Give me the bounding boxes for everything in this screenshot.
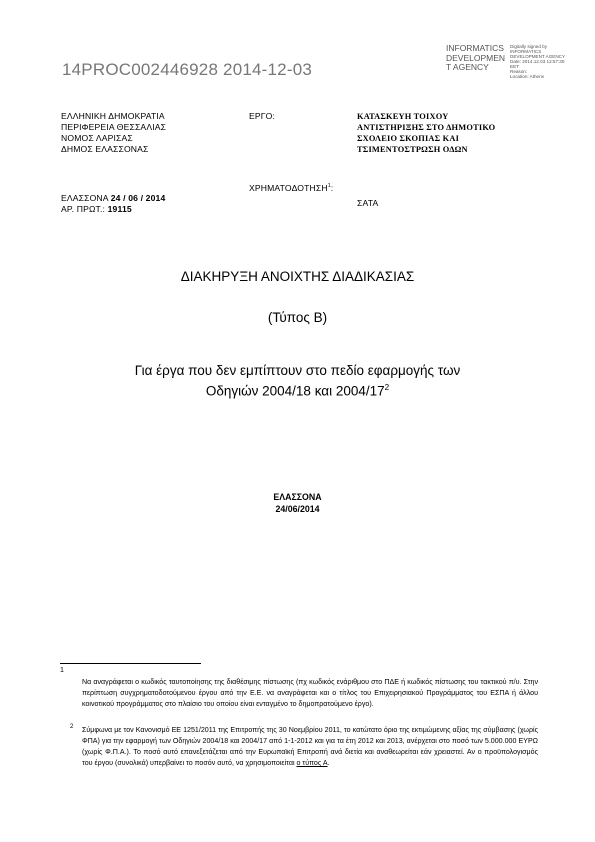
footnote-ref-2[interactable]: 2 [384,383,390,392]
project-title-line: ΣΧΟΛΕΙΟ ΣΚΟΠΙΑΣ ΚΑΙ [357,134,460,143]
authority-block [61,111,166,155]
main-title: ΔΙΑΚΗΡΥΞΗ ΑΝΟΙΧΤΗΣ ΔΙΑΔΙΚΑΣΙΑΣ [180,269,415,284]
footnote-1-text: Να αναγράφεται ο κωδικός ταυτοποίησης της διαθέσιμης πίστωσης (πχ κωδικός ενάριθμου στο ΠΔΕ ή κωδικός πίστωσης του τακτικού π/υ. Στην περίπτωση συγχρηματοδοτούμενου έργου από την Ε.Ε. να αναγράφεται και ο τίτλος του Επιχειρησιακού Προγράμματος του ΕΣΠΑ ή άλλου κοινοτικού προγράμματος στο πλαίσιο του οποίου είναι ενταγμένο το δημοπρατούμενο έργο). [82,678,538,708]
signature-meta-line: Reason: [510,69,528,74]
authority-line: ΠΕΡΙΦΕΡΕΙΑ ΘΕΣΣΑΛΙΑΣ [61,122,167,132]
signature-org-line: DEVELOPMEN [446,52,506,63]
footnote-ref-1[interactable]: 1 [327,183,331,189]
authority-line: ΔΗΜΟΣ ΕΛΑΣΣΟΝΑΣ [61,144,149,154]
funding-value: ΣΑΤΑ [357,198,379,208]
signature-organization [446,44,508,73]
funding-label-text: ΧΡΗΜΑΤΟΔΟΤΗΣΗ [249,182,328,193]
protocol-line [61,204,132,215]
signature-meta-line: Digitally signed by [510,44,548,49]
project-title [357,111,495,155]
subtitle-text: Οδηγιών 2004/18 και 2004/17 [205,383,385,399]
authority-line: ΕΛΛΗΝΙΚΗ ΔΗΜΟΚΡΑΤΙΑ [61,111,165,121]
signature-meta-line: INFORMATICS [510,49,542,54]
signature-meta-line: Date: 2014.12.03 12:57:30 [510,59,565,64]
footnote-divider [60,663,201,664]
signature-metadata [510,44,580,79]
protocol-label: ΑΡ. ΠΡΩΤ.: [61,204,108,214]
type-title: (Τύπος Β) [267,310,328,325]
place-city: ΕΛΑΣΣΟΝΑ [273,492,322,502]
subtitle [0,362,595,400]
footnote-1-mark: 1 [60,666,64,674]
project-title-line: ΤΣΙΜΕΝΤΟΣΤΡΩΣΗ ΟΔΩΝ [357,145,468,154]
footnote-2-text [82,725,538,769]
protocol-value: 19115 [107,204,132,214]
document-id: 14PROC002446928 2014-12-03 [62,60,312,79]
funding-label [249,181,333,194]
signature-org-line: T AGENCY [446,62,489,72]
place-date [0,491,595,515]
signature-meta-line: EET [510,64,519,69]
subtitle-line: Για έργα που δεν εμπίπτουν στο πεδίο εφαρμογής των [134,363,461,378]
signature-org-line: INFORMATICS [446,43,504,53]
place-date-value: 24/06/2014 [275,504,320,514]
signature-meta-line: DEVELOPMENT AGENCY [510,54,566,59]
footnote-2-body: Σύμφωνα με τον Κανονισμό ΕΕ 1251/2011 της Επιτροπής της 30 Νοεμβρίου 2011, το κατώτατο όριο της εκτιμώμενης αξίας της σύμβασης (χωρίς ΦΠΑ) για την εφαρμογή των Οδηγιών 2004/18 και 2004/17 από 1-1-2012 και για τα έτη 2012 και 2013, ανέρχεται στο ποσό των 5.000.000 ΕΥΡΩ (χωρίς Φ.Π.Α.). Το ποσό αυτό επανεξετάζεται από την Ευρωπαϊκή Επιτροπή ανά διετία και αναθεωρείται εάν χρειαστεί. Αν ο προϋπολογισμός του έργου (συνολικά) υπερβαίνει το ποσόν αυτό, να χρησιμοποιείται [82,726,538,767]
date-value: 24 / 06 / 2014 [110,193,166,203]
authority-line: ΝΟΜΟΣ ΛΑΡΙΣΑΣ [61,133,133,143]
footnote-2-mark: 2 [70,724,74,730]
footnote-2-type-a-link[interactable]: ο τύπος Α [296,759,328,767]
date-line [61,193,165,204]
subtitle-line-2 [0,379,595,400]
date-label: ΕΛΑΣΣΟΝΑ [61,193,111,203]
funding-colon: : [330,182,334,193]
project-title-line: ΑΝΤΙΣΤΗΡΙΞΗΣ ΣΤΟ ΔΗΜΟΤΙΚΟ [357,123,496,132]
project-title-line: ΚΑΤΑΣΚΕΥΗ ΤΟΙΧΟΥ [357,112,449,121]
project-label: ΕΡΓΟ: [249,111,276,121]
footnote-2-end: . [327,759,330,767]
signature-meta-line: Location: Athens [510,74,544,79]
